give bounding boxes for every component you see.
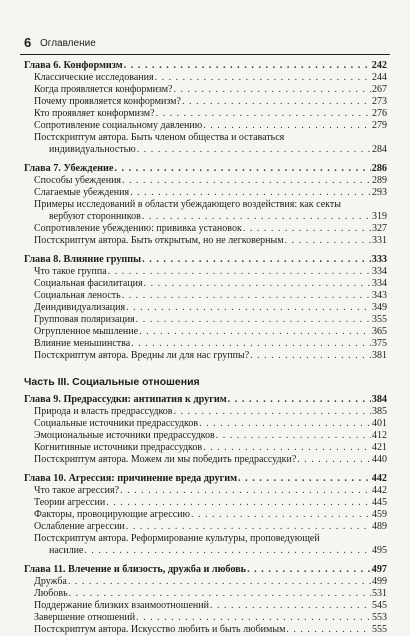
page-ref: 384 xyxy=(371,394,387,405)
chapter-9 xyxy=(24,394,387,466)
chapter-heading[interactable]: Глава 8. Влияние группы . . . 333 xyxy=(24,254,387,266)
toc-entry[interactable]: Классические исследования . . . 244 xyxy=(24,72,387,84)
chapter-heading[interactable]: Глава 10. Агрессия: причинение вреда другим . . . 442 xyxy=(24,473,387,485)
toc-entry[interactable]: Социальные источники предрассудков . . . 401 xyxy=(24,418,387,430)
toc-entry[interactable]: Дружба . . . 499 xyxy=(24,576,387,588)
toc-entry[interactable]: Огрупленное мышление . . . 365 xyxy=(24,326,387,338)
toc-entry[interactable]: Социальная леность . . . 343 xyxy=(24,290,387,302)
toc-entry[interactable]: Когда проявляется конформизм? . . . 267 xyxy=(24,84,387,96)
chapter-heading[interactable]: Глава 6. Конформизм . . . 242 xyxy=(24,60,387,72)
toc-entry[interactable]: Почему проявляется конформизм? . . . 273 xyxy=(24,96,387,108)
toc-entry[interactable]: Постскриптум автора. Быть открытым, но не легковерным . . . 331 xyxy=(24,235,387,247)
toc-entry[interactable]: Поддержание близких взаимоотношений . . . 545 xyxy=(24,600,387,612)
toc-entry[interactable]: Групповая поляризация . . . 355 xyxy=(24,314,387,326)
toc-entry[interactable]: Факторы, провоцирующие агрессию . . . 459 xyxy=(24,509,387,521)
toc-entry[interactable]: Когнитивные источники предрассудков . . . 421 xyxy=(24,442,387,454)
toc-entry[interactable]: Природа и власть предрассудков . . . 385 xyxy=(24,406,387,418)
chapter-6 xyxy=(24,60,387,156)
chapter-7 xyxy=(24,163,387,247)
toc-entry[interactable]: Сопротивление социальному давлению . . . 279 xyxy=(24,120,387,132)
toc-entry[interactable]: Слагаемые убеждения . . . 293 xyxy=(24,187,387,199)
chapter-10 xyxy=(24,473,387,557)
page-ref: 333 xyxy=(371,254,387,265)
toc-entry[interactable]: Завершение отношений . . . 553 xyxy=(24,612,387,624)
chapter-heading[interactable]: Глава 7. Убеждение . . . 286 xyxy=(24,163,387,175)
toc-entry-multiline[interactable]: Постскриптум автора. Реформирование культуры, проповедующей насилие . . . 495 xyxy=(24,533,387,557)
toc-entry[interactable]: Теории агрессии . . . 445 xyxy=(24,497,387,509)
toc-entry[interactable]: Эмоциональные источники предрассудков . . . 412 xyxy=(24,430,387,442)
toc-entry[interactable]: Кто проявляет конформизм? . . . 276 xyxy=(24,108,387,120)
chapter-heading[interactable]: Глава 11. Влечение и близость, дружба и любовь . . . 497 xyxy=(24,564,387,576)
toc-entry[interactable]: Ослабление агрессии . . . 489 xyxy=(24,521,387,533)
chapter-8 xyxy=(24,254,387,362)
page-header xyxy=(20,34,390,55)
page-number: 6 xyxy=(24,35,32,50)
page-ref: 242 xyxy=(371,60,387,71)
chapter-heading[interactable]: Глава 9. Предрассудки: антипатия к другим . . . 384 xyxy=(24,394,387,406)
toc-entry[interactable]: Социальная фасилитация . . . 334 xyxy=(24,278,387,290)
toc-entry[interactable]: Любовь . . . 531 xyxy=(24,588,387,600)
toc-entry[interactable]: Постскриптум автора. Можем ли мы победить предрассудки? . . . 440 xyxy=(24,454,387,466)
table-of-contents xyxy=(24,60,387,636)
chapter-11 xyxy=(24,564,387,636)
toc-entry-multiline[interactable]: Примеры исследований в области убеждающего воздействия: как секты вербуют сторонников . . . 319 xyxy=(24,199,387,223)
page-ref: 286 xyxy=(371,163,387,174)
toc-entry[interactable]: Что такое группа . . . 334 xyxy=(24,266,387,278)
running-title: Оглавление xyxy=(40,38,96,49)
part-heading[interactable]: Часть III. Социальные отношения xyxy=(24,376,200,388)
toc-entry-multiline[interactable]: Постскриптум автора. Быть членом общества и оставаться индивидуальностью . . . 284 xyxy=(24,132,387,156)
toc-entry[interactable]: Постскриптум автора. Искусство любить и быть любимым . . . 555 xyxy=(24,624,387,636)
toc-entry[interactable]: Постскриптум автора. Вредны ли для нас группы? . . . 381 xyxy=(24,350,387,362)
toc-entry[interactable]: Что такое агрессия? . . . 442 xyxy=(24,485,387,497)
page-ref: 442 xyxy=(371,473,387,484)
page-ref: 497 xyxy=(371,564,387,575)
toc-entry[interactable]: Деиндивидуализация . . . 349 xyxy=(24,302,387,314)
toc-entry[interactable]: Сопротивление убеждению: прививка установок . . . 327 xyxy=(24,223,387,235)
toc-entry[interactable]: Влияние меньшинства . . . 375 xyxy=(24,338,387,350)
toc-entry[interactable]: Способы убеждения . . . 289 xyxy=(24,175,387,187)
